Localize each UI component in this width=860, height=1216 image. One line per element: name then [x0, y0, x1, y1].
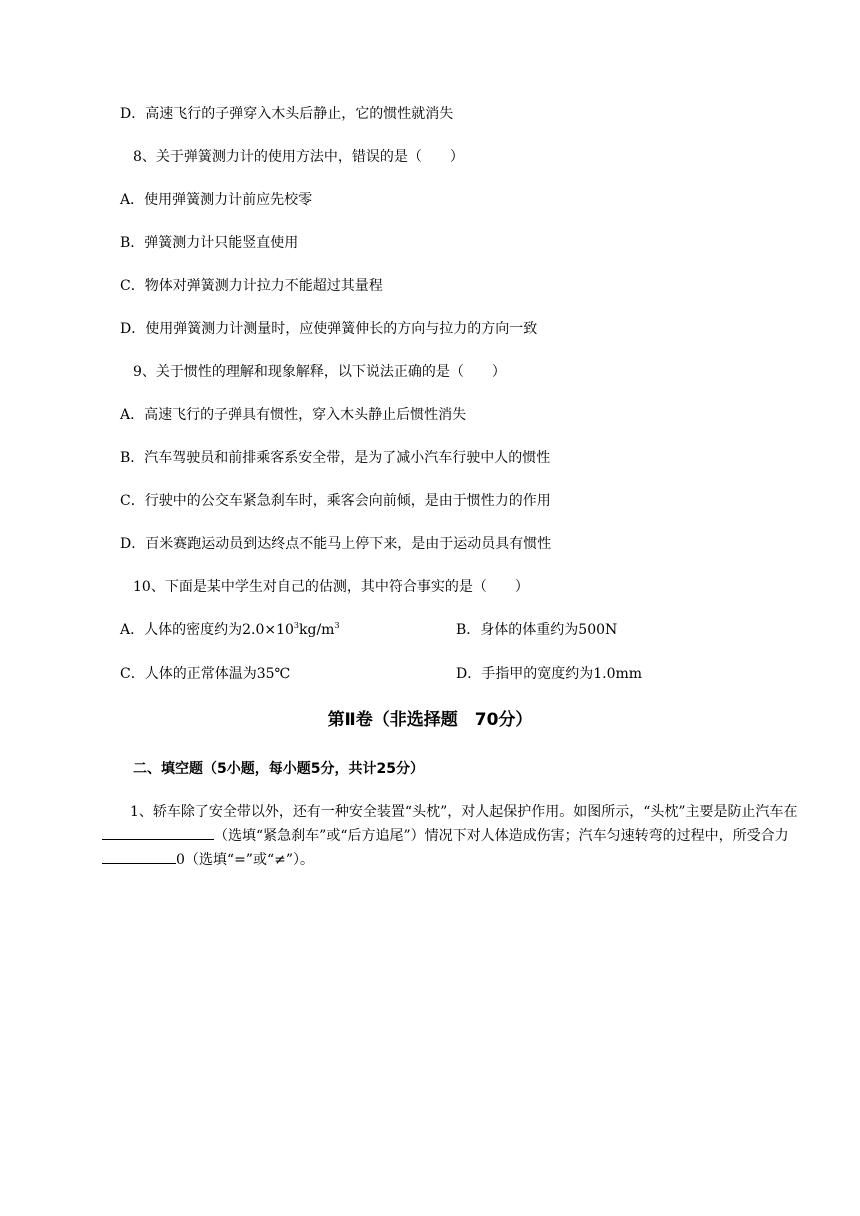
- q9-option-d: D．百米赛跑运动员到达终点不能马上停下来，是由于运动员具有惯性: [120, 536, 552, 552]
- q8-option-b: B．弹簧测力计只能竖直使用: [120, 235, 299, 251]
- q8-option-d: D．使用弹簧测力计测量时，应使弹簧伸长的方向与拉力的方向一致: [120, 321, 538, 337]
- q9-stem: 9、关于惯性的理解和现象解释，以下说法正确的是（ ）: [133, 364, 506, 380]
- answer-blank-1[interactable]: [102, 825, 214, 840]
- q10-option-b: B．身体的体重约为500N: [456, 622, 618, 638]
- q9-option-c: C．行驶中的公交车紧急刹车时，乘客会向前倾，是由于惯性力的作用: [120, 493, 551, 509]
- q10-option-a-unit-exponent: 3: [334, 621, 340, 630]
- q7-option-d: D．高速飞行的子弹穿入木头后静止，它的惯性就消失: [120, 106, 454, 122]
- answer-blank-2[interactable]: [102, 849, 176, 864]
- q10-stem: 10、下面是某中学生对自己的估测，其中符合事实的是（ ）: [133, 579, 529, 595]
- q10-option-a-text: A．人体的密度约为2.0×10: [120, 622, 294, 638]
- q10-option-a: [120, 620, 340, 640]
- q9-option-a: A．高速飞行的子弹具有惯性，穿入木头静止后惯性消失: [120, 407, 467, 423]
- fill1-text-3: 0（选填“=”或“≠”）。: [176, 852, 314, 868]
- section-title: 第Ⅱ卷（非选择题 70分）: [327, 710, 533, 730]
- q8-stem: 8、关于弹簧测力计的使用方法中，错误的是（ ）: [133, 149, 464, 165]
- q10-option-a-exponent: 3: [293, 621, 300, 630]
- q10-option-c: C．人体的正常体温为35℃: [120, 666, 291, 682]
- fill-question-1: [102, 800, 810, 872]
- fill1-text-2: （选填“紧急刹车”或“后方追尾”）情况下对人体造成伤害；汽车匀速转弯的过程中，所受合力: [214, 828, 789, 844]
- q8-option-a: A．使用弹簧测力计前应先校零: [120, 192, 313, 208]
- q8-option-c: C．物体对弹簧测力计拉力不能超过其量程: [120, 278, 383, 294]
- q9-option-b: B．汽车驾驶员和前排乘客系安全带，是为了减小汽车行驶中人的惯性: [120, 450, 551, 466]
- q10-option-d: D．手指甲的宽度约为1.0mm: [456, 666, 643, 682]
- part-title: 二、填空题（5小题，每小题5分，共计25分）: [133, 761, 424, 777]
- q10-option-a-unit: kg/m: [299, 622, 335, 638]
- fill1-text-1: 1、轿车除了安全带以外，还有一种安全装置“头枕”，对人起保护作用。如图所示，“头枕”主要是防止汽车在: [130, 804, 798, 820]
